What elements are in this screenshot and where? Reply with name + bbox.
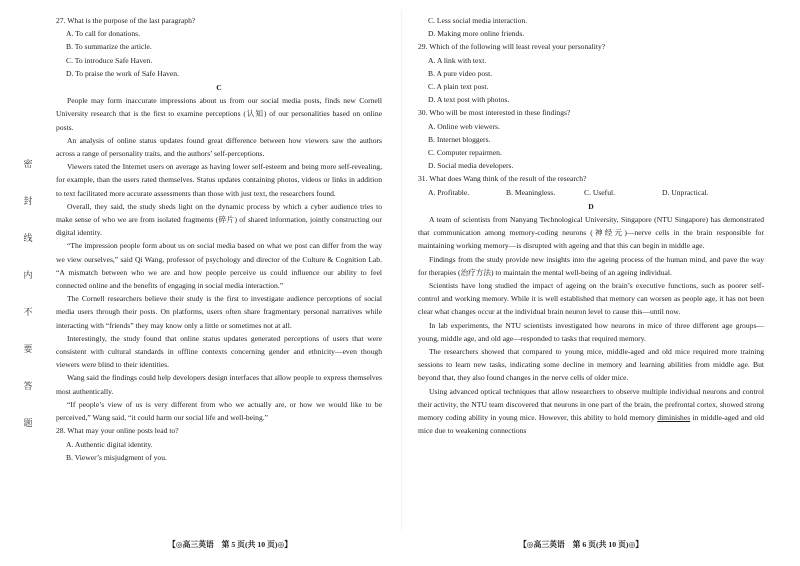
passage-d-text: in middle-aged and old mice due to weakening connections [418, 413, 764, 436]
question-29-option: B. A pure video post. [428, 68, 493, 78]
passage-d-paragraph: The researchers showed that compared to young mice, middle-aged and old mice required more training sessions to learn new tasks, indicating some decline in memory and learning abilities from middle age. But beyond that, they also found changes in the nerve cells of older mice. [418, 347, 764, 383]
passage-d-paragraph: A team of scientists from Nanyang Technological University, Singapore (NTU Singapore) has demonstrated that communication among memory-coding neurons (神经元)—nerve cells in the brain responsible for maintaining working memory—is disrupted with ageing and that this can begin in middle age. [418, 215, 764, 251]
page-footer-left: 【◎高三英语 第 5 页(共 10 页)◎】 [168, 540, 293, 549]
question-27-stem: 27. What is the purpose of the last paragraph? [56, 16, 196, 25]
question-27-option: B. To summarize the article. [66, 42, 152, 52]
section-c-heading: C [216, 83, 222, 93]
passage-c-paragraph: The Cornell researchers believe their study is the first to investigate audience perceptions of social media users through their posts. On platforms, users often share fragmentary personal narratives while interacting with “friends” they may know only a little or sometimes not at all. [56, 294, 382, 330]
passage-c-paragraph: Viewers rated the Internet users on average as having lower self-esteem and being more self-revealing, for example, than the users rated themselves. Status updates containing photos, videos or links in addition to text facilitated more accurate assessments than those with just text, the researchers found. [56, 162, 382, 198]
binding-char: 要 [23, 345, 33, 355]
question-31-stem: 31. What does Wang think of the result of the research? [418, 174, 587, 184]
question-28-option: D. Making more online friends. [428, 29, 525, 39]
passage-c-paragraph: Interestingly, the study found that online status updates generated perceptions of users that were consistent with cultural standards in offline contexts concerning gender and ethnicity—even though viewers were blind to their identities. [56, 333, 382, 370]
question-27-option: A. To call for donations. [66, 29, 140, 39]
question-28-option: C. Less social media interaction. [428, 16, 528, 25]
question-28-option: A. Authentic digital identity. [66, 439, 153, 449]
question-28-stem: 28. What may your online posts lead to? [56, 426, 179, 436]
binding-margin-text [21, 160, 35, 456]
passage-d-paragraph: Scientists have long studied the impact of ageing on the brain’s executive functions, such as poorer self-control and working memory. While it is well established that memory can worsen as people age, it has not been clear what changes occur at the individual brain neuron level to cause this—until now. [418, 281, 764, 317]
binding-char: 题 [23, 419, 33, 429]
section-d-heading: D [588, 201, 594, 211]
page-footer-right: 【◎高三英语 第 6 页(共 10 页)◎】 [519, 540, 644, 549]
passage-c-paragraph: “The impression people form about us on social media based on what we post can differ from the way we view ourselves,” said Qi Wang, professor of psychology and director of the Culture & Cognition Lab. “A mismatch between who we are and how people perceive us could influence our ability to feel connected online and the benefits of engaging in social media interaction.” [56, 241, 382, 291]
question-31-option: B. Meaningless. [506, 187, 556, 197]
binding-char: 不 [23, 308, 33, 318]
question-29-stem: 29. Which of the following will least reveal your personality? [418, 42, 606, 52]
question-30-option: A. Online web viewers. [428, 121, 500, 131]
passage-d-text: Using advanced optical techniques that allow researchers to observe multiple individual neurons and control their activity, the NTU team discovered that neurons in one part of the brain, the prefrontal cortex, showed strong memory coding ability in young mice. However, this ability to hold memory [418, 386, 764, 423]
passage-c-paragraph: Wang said the findings could help developers design interfaces that allow people to express themselves most authentically. [56, 373, 382, 396]
binding-char: 封 [23, 197, 33, 207]
question-30-option: D. Social media developers. [428, 161, 514, 171]
passage-c-paragraph: Overall, they said, the study sheds light on the dynamic process by which a cyber audience tries to make sense of who we are from isolated fragments (碎片) of shared information, jointly constructing our digital identity. [56, 201, 382, 238]
left-page-column [56, 14, 382, 464]
question-27-option: C. To introduce Safe Haven. [66, 55, 153, 65]
question-31-option: A. Profitable. [428, 187, 470, 197]
passage-d-paragraph [418, 385, 764, 438]
passage-c-paragraph: An analysis of online status updates found great difference between how viewers saw the authors across a range of personality traits, and the authors’ self-perceptions. [56, 135, 382, 159]
question-29-option: C. A plain text post. [428, 82, 489, 92]
right-page-column [418, 14, 764, 438]
page-divider [401, 10, 402, 530]
question-28-option: B. Viewer’s misjudgment of you. [66, 452, 167, 462]
question-30-option: B. Internet bloggers. [428, 134, 491, 144]
question-31-option: D. Unpractical. [662, 187, 709, 197]
underlined-word: diminishes [657, 413, 691, 423]
passage-c-paragraph: “If people’s view of us is very different from who we actually are, or how we would like to be perceived,” Wang said, “it could harm our social life and well-being.” [56, 399, 382, 423]
passage-d-paragraph: Findings from the study provide new insights into the ageing process of the human mind, and pave the way for therapies (治疗方法) to maintain the mental well-being of an ageing individual. [418, 254, 764, 277]
question-29-option: D. A text post with photos. [428, 95, 510, 105]
binding-char: 答 [23, 382, 33, 392]
question-31-option: C. Useful. [584, 187, 616, 197]
question-30-option: C. Computer repairmen. [428, 148, 502, 158]
question-27-option: D. To praise the work of Safe Haven. [66, 68, 179, 78]
passage-d-paragraph: In lab experiments, the NTU scientists investigated how neurons in mice of three different age groups—young, middle age, and old age—responded to tasks that required memory. [418, 320, 764, 343]
binding-char: 线 [23, 234, 33, 244]
question-31-options-row [418, 186, 764, 199]
binding-char: 密 [23, 160, 33, 170]
passage-c-paragraph: People may form inaccurate impressions about us from our social media posts, finds new Cornell University research that is the first to examine perceptions (认知) of our personalities based on online posts. [56, 96, 382, 132]
question-29-option: A. A link with text. [428, 55, 487, 65]
question-30-stem: 30. Who will be most interested in these findings? [418, 108, 571, 118]
binding-char: 内 [23, 271, 33, 281]
